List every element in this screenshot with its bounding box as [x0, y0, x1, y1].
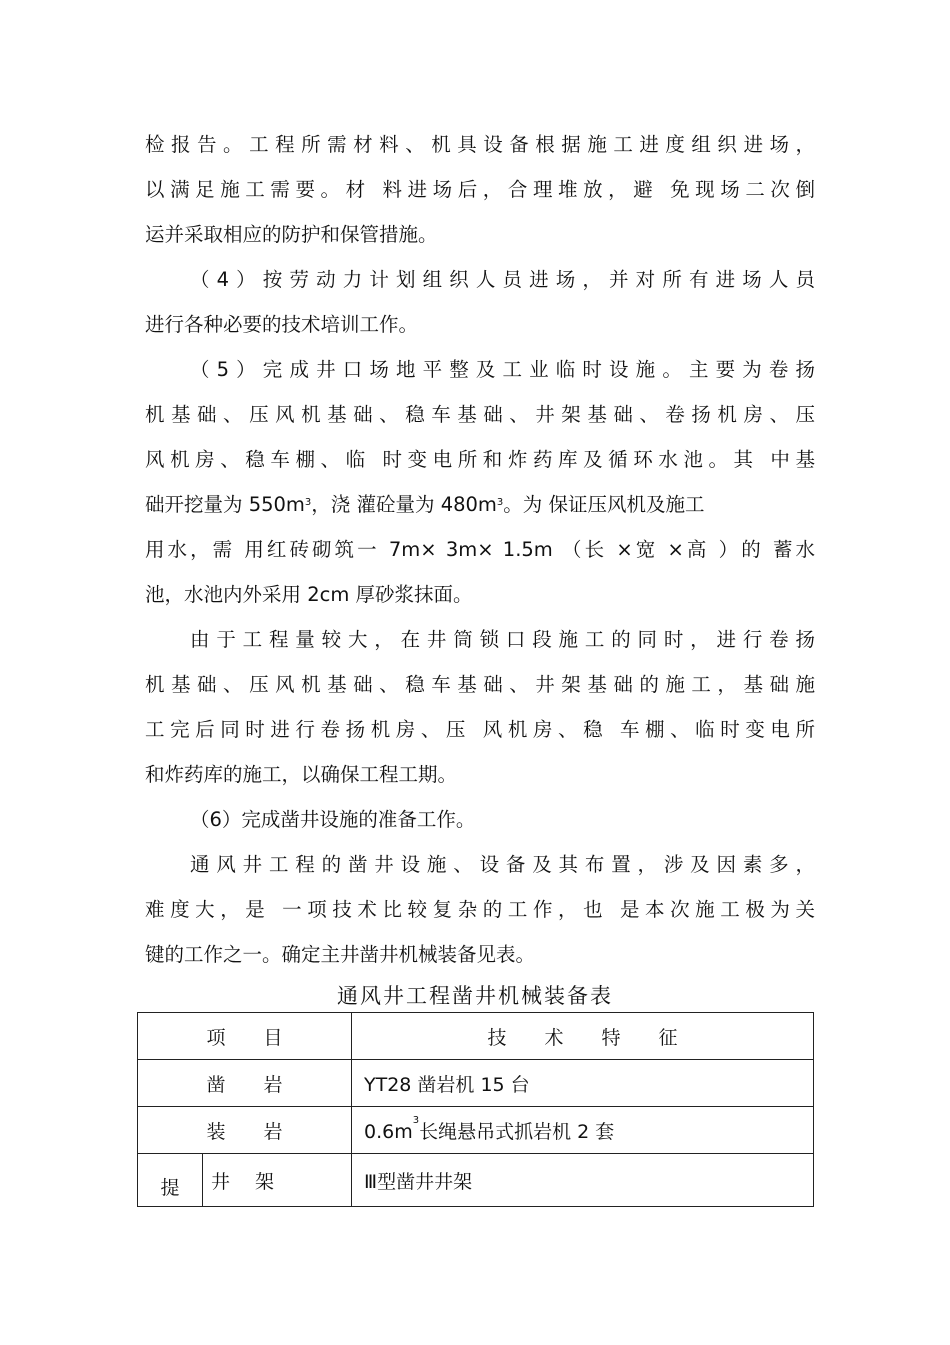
text-line: 和炸药库的施工，以确保工程工期。	[145, 763, 458, 786]
superscript: 3	[412, 1114, 420, 1126]
text-segment: 础开挖量为 550m	[145, 493, 305, 516]
text-segment: ，浇 灌砼量为 480m	[311, 493, 497, 516]
header-item: 项 目	[138, 1013, 352, 1060]
text-line: 池，水池内外采用 2cm 厚砂浆抹面。	[145, 583, 473, 606]
cell-item: 井 架	[203, 1154, 352, 1207]
cell-item: 装 岩	[138, 1107, 352, 1154]
text-line: 工完后同时进行卷扬机房、压 风机房、稳 车棚、临时变电所	[145, 718, 815, 741]
text-line	[145, 485, 815, 525]
text-line: 键的工作之一。确定主井凿井机械装备见表。	[145, 943, 536, 966]
text-line: （4）按劳动力计划组织人员进场，并对所有进场人员	[190, 268, 815, 291]
text-line: 以满足施工需要。材 料进场后，合理堆放，避 免现场二次倒	[145, 178, 815, 201]
text-segment: 长绳悬吊式抓岩机 2 套	[419, 1120, 615, 1143]
text-segment: 。为 保证压风机及施工	[503, 493, 705, 516]
text-line: （6）完成凿井设施的准备工作。	[190, 808, 476, 831]
text-line: 进行各种必要的技术培训工作。	[145, 313, 419, 336]
text-line: 检报告。工程所需材料、机具设备根据施工进度组织进场，	[145, 133, 815, 156]
text-line: 机基础、压风机基础、稳车基础、井架基础的施工，基础施	[145, 673, 815, 696]
table-row	[138, 1154, 814, 1207]
table-header-row	[138, 1013, 814, 1060]
text-line: 机基础、压风机基础、稳车基础、井架基础、卷扬机房、压	[145, 403, 815, 426]
superscript: 3	[304, 497, 312, 508]
cell-item: 凿 岩	[138, 1060, 352, 1107]
cell-feature: YT28 凿岩机 15 台	[352, 1060, 814, 1107]
text-line: 风机房、稳车棚、临 时变电所和炸药库及循环水池。其 中基	[145, 448, 815, 471]
text-segment: 0.6m	[364, 1120, 413, 1143]
text-line: 通风井工程的凿井设施、设备及其布置，涉及因素多，	[190, 853, 815, 876]
superscript: 3	[496, 497, 504, 508]
equipment-table	[137, 1012, 814, 1207]
table-caption: 通风井工程凿井机械装备表	[337, 984, 613, 1008]
text-line: 由于工程量较大，在井筒锁口段施工的同时，进行卷扬	[190, 628, 815, 651]
text-line: 用水，需 用红砖砌筑一 7m× 3m× 1.5m （长 ×宽 ×高 ）的 蓄水	[145, 538, 815, 561]
text-line: （5）完成井口场地平整及工业临时设施。主要为卷扬	[190, 358, 815, 381]
text-line: 难度大，是 一项技术比较复杂的工作，也 是本次施工极为关	[145, 898, 815, 921]
cell-group: 提	[138, 1154, 203, 1207]
table-row	[138, 1060, 814, 1107]
cell-feature	[352, 1107, 814, 1154]
text-line: 运并采取相应的防护和保管措施。	[145, 223, 438, 246]
header-feature: 技 术 特 征	[352, 1013, 814, 1060]
table-row	[138, 1107, 814, 1154]
cell-feature: Ⅲ型凿井井架	[352, 1154, 814, 1207]
